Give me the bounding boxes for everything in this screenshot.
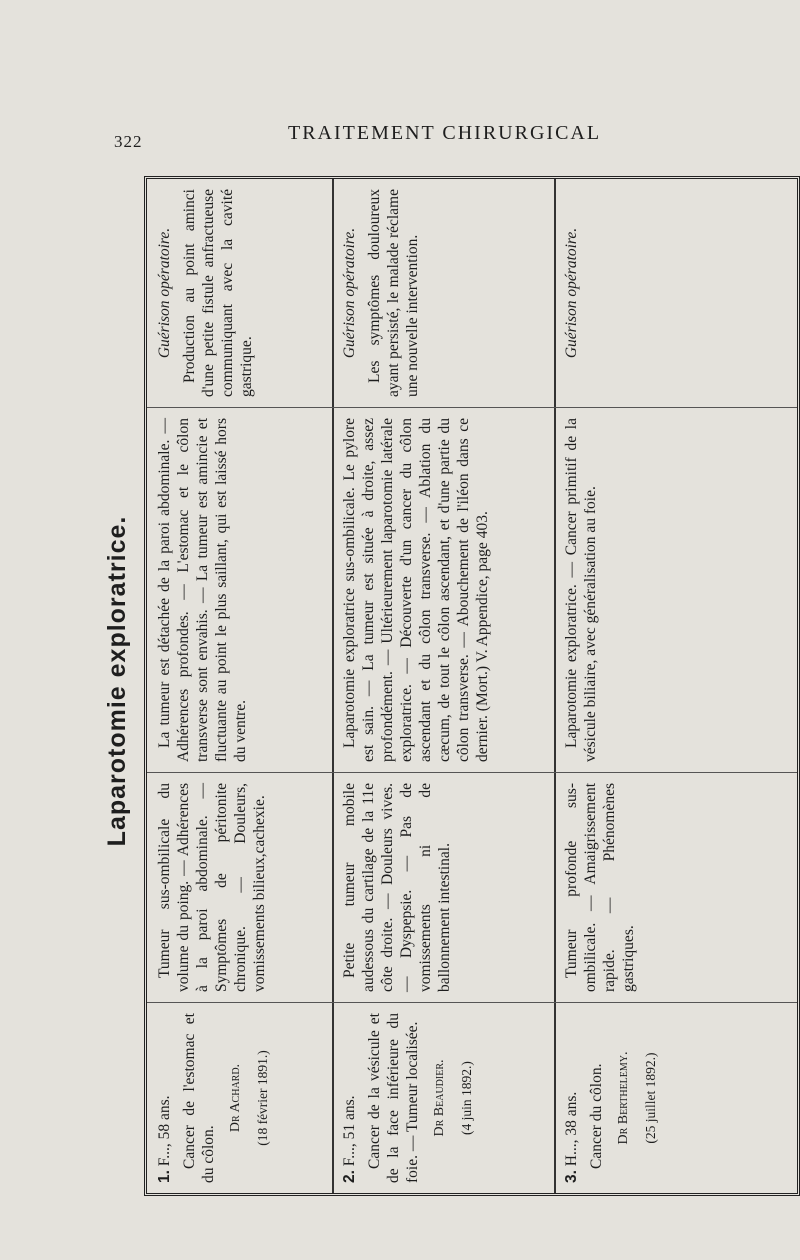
doctor-name: Dr Achard. bbox=[228, 1063, 243, 1133]
case-number: 3. bbox=[563, 1170, 580, 1183]
diagnosis: Cancer de l'estomac et du côlon. bbox=[181, 1013, 217, 1183]
symptoms-cell: Tumeur sus-ombilicale du volume du poing. — Adhérences à la paroi abdominale. — Symptômes de péritonite chronique. — Douleurs, vomissements bilieux,cachexie. bbox=[147, 773, 332, 1003]
result-title: Guérison opératoire. bbox=[563, 227, 580, 359]
rotated-table-block bbox=[92, 166, 800, 1196]
diagnosis: Cancer de la vésicule et de la face inférieure du foie. — Tumeur localisée. bbox=[366, 1013, 421, 1183]
operation-cell: La tumeur est détachée de la paroi abdominale. — Adhérences profondes. — L'estomac et le côlon transverse sont envahis. — La tumeur est amincie et fluctuante au point le plus saillant, qui est laissé hors du ventre. bbox=[147, 408, 332, 773]
table-title: Laparotomie exploratrice. bbox=[103, 515, 131, 847]
patient-info: F..., 58 ans. bbox=[156, 1095, 173, 1167]
case-number: 2. bbox=[341, 1170, 358, 1183]
doctor-name: Dr Beaudier. bbox=[432, 1059, 447, 1137]
symptoms-cell: Petite tumeur mobile audessous du cartilage de la 11e côte droite. — Douleurs vives. — Dyspepsie. — Pas de vomissements ni de ballonnement intestinal. bbox=[332, 773, 554, 1003]
case-date: (18 février 1891.) bbox=[255, 1050, 270, 1146]
result-cell bbox=[554, 179, 800, 408]
operation-cell: Laparotomie exploratrice sus-ombilicale. Le pylore est sain. — La tumeur est située à droite, assez profondément. — Ultérieurement laparotomie latérale exploratrice. — Découverte d'un cancer du côlon ascendant et du côlon transverse. — Ablation du cæcum, de tout le côlon ascendant, et d'une partie du côlon transverse. — Abouchement de l'iléon dans ce dernier. (Mort.) V. Appendice, page 403. bbox=[332, 408, 554, 773]
page-number: 322 bbox=[114, 132, 143, 151]
patient-cell bbox=[554, 1003, 800, 1193]
patient-cell bbox=[147, 1003, 332, 1193]
patient-info: H..., 38 ans. bbox=[563, 1091, 580, 1167]
result-cell bbox=[147, 179, 332, 408]
operation-cell: Laparotomie exploratrice. — Cancer primitif de la vésicule biliaire, avec généralisation au foie. bbox=[554, 408, 800, 773]
patient-info: F..., 51 ans. bbox=[341, 1095, 358, 1167]
doctor-name: Dr Berthelemy. bbox=[616, 1051, 631, 1145]
case-table bbox=[144, 176, 800, 1196]
case-date: (4 juin 1892.) bbox=[459, 1061, 474, 1135]
table-row bbox=[147, 179, 334, 1193]
table-row bbox=[554, 179, 800, 1193]
result-title: Guérison opératoire. bbox=[341, 227, 358, 359]
result-text: Les symptômes douloureux ayant persisté, le malade réclame une nouvelle intervention. bbox=[366, 189, 421, 397]
symptoms-cell: Tumeur profonde sus-ombilicale. — Amaigrissement rapide. — Phénomènes gastriques. bbox=[554, 773, 800, 1003]
diagnosis: Cancer du côlon. bbox=[588, 1063, 605, 1169]
result-cell bbox=[332, 179, 554, 408]
running-head: TRAITEMENT CHIRURGICAL bbox=[288, 122, 602, 144]
patient-cell bbox=[332, 1003, 554, 1193]
case-number: 1. bbox=[156, 1170, 173, 1183]
table-row bbox=[332, 179, 556, 1193]
result-title: Guérison opératoire. bbox=[156, 227, 173, 359]
result-text: Production au point aminci d'une petite fistule anfractueuse communiquant avec la cavité gastrique. bbox=[181, 189, 255, 397]
case-date: (25 juillet 1892.) bbox=[643, 1052, 658, 1144]
